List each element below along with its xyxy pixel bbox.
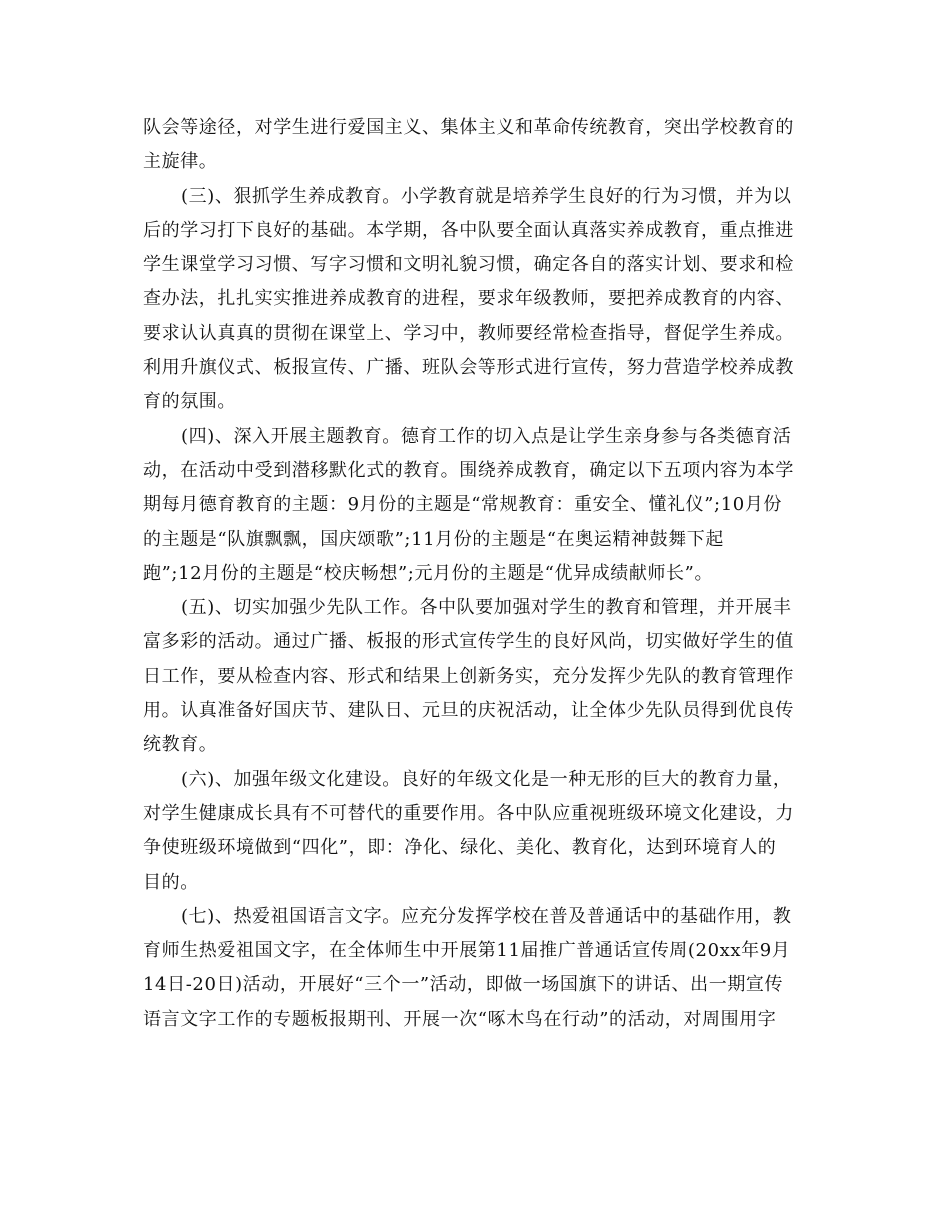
text-line: 日工作，要从检查内容、形式和结果上创新务实，充分发挥少先队的教育管理作: [143, 665, 794, 687]
text-line: 14日-20日)活动，开展好“三个一”活动，即做一场国旗下的讲话、出一期宣传: [143, 974, 784, 996]
paragraph-start-line: (六)、加强年级文化建设。良好的年级文化是一种无形的巨大的教育力量，: [181, 768, 792, 790]
text-line: 学生课堂学习习惯、写字习惯和文明礼貌习惯，确定各自的落实计划、要求和检: [143, 254, 794, 276]
text-line: 查办法，扎扎实实推进养成教育的进程，要求年级教师，要把养成教育的内容、: [143, 288, 794, 310]
text-line: 跑”;12月份的主题是“校庆畅想”;元月份的主题是“优异成绩献师长”。: [143, 562, 714, 584]
text-line: 要求认认真真的贯彻在课堂上、学习中，教师要经常检查指导，督促学生养成。: [143, 322, 794, 344]
text-line: 期每月德育教育的主题：9月份的主题是“常规教育：重安全、懂礼仪”;10月份: [143, 494, 783, 516]
text-line: 队会等途径，对学生进行爱国主义、集体主义和革命传统教育，突出学校教育的: [143, 117, 794, 138]
text-line: 后的学习打下良好的基础。本学期，各中队要全面认真落实养成教育，重点推进: [143, 219, 794, 241]
paragraph-start-line: (四)、深入开展主题教育。德育工作的切入点是让学生亲身参与各类德育活: [181, 425, 792, 447]
text-line: 统教育。: [143, 734, 218, 756]
text-line: 用。认真准备好国庆节、建队日、元旦的庆祝活动，让全体少先队员得到优良传: [143, 700, 794, 722]
text-line: 对学生健康成长具有不可替代的重要作用。各中队应重视班级环境文化建设，力: [143, 802, 794, 824]
text-line: 的主题是“队旗飘飘，国庆颂歌”;11月份的主题是“在奥运精神鼓舞下起: [143, 528, 724, 550]
text-line: 语言文字工作的专题板报期刊、开展一次“啄木鸟在行动”的活动，对周围用字: [143, 1008, 777, 1030]
text-line: 富多彩的活动。通过广播、板报的形式宣传学生的良好风尚，切实做好学生的值: [143, 631, 794, 653]
text-line: 育的氛围。: [143, 391, 236, 413]
text-line: 动，在活动中受到潜移默化式的教育。围绕养成教育，确定以下五项内容为本学: [143, 459, 794, 481]
paragraph-start-line: (七)、热爱祖国语言文字。应充分发挥学校在普及普通话中的基础作用，教: [181, 905, 792, 927]
text-line: 利用升旗仪式、板报宣传、广播、班队会等形式进行宣传，努力营造学校养成教: [143, 357, 794, 379]
paragraph-start-line: (五)、切实加强少先队工作。各中队要加强对学生的教育和管理，并开展丰: [181, 597, 792, 619]
text-line: 争使班级环境做到“四化”，即：净化、绿化、美化、教育化，达到环境育人的: [143, 837, 777, 859]
text-line: 主旋律。: [143, 151, 218, 173]
document-body: [143, 111, 813, 1037]
paragraph-start-line: (三)、狠抓学生养成教育。小学教育就是培养学生良好的行为习惯，并为以: [181, 185, 792, 207]
text-line: 育师生热爱祖国文字，在全体师生中开展第11届推广普通话宣传周(20xx年9月: [143, 940, 791, 962]
text-line: 目的。: [143, 871, 199, 893]
